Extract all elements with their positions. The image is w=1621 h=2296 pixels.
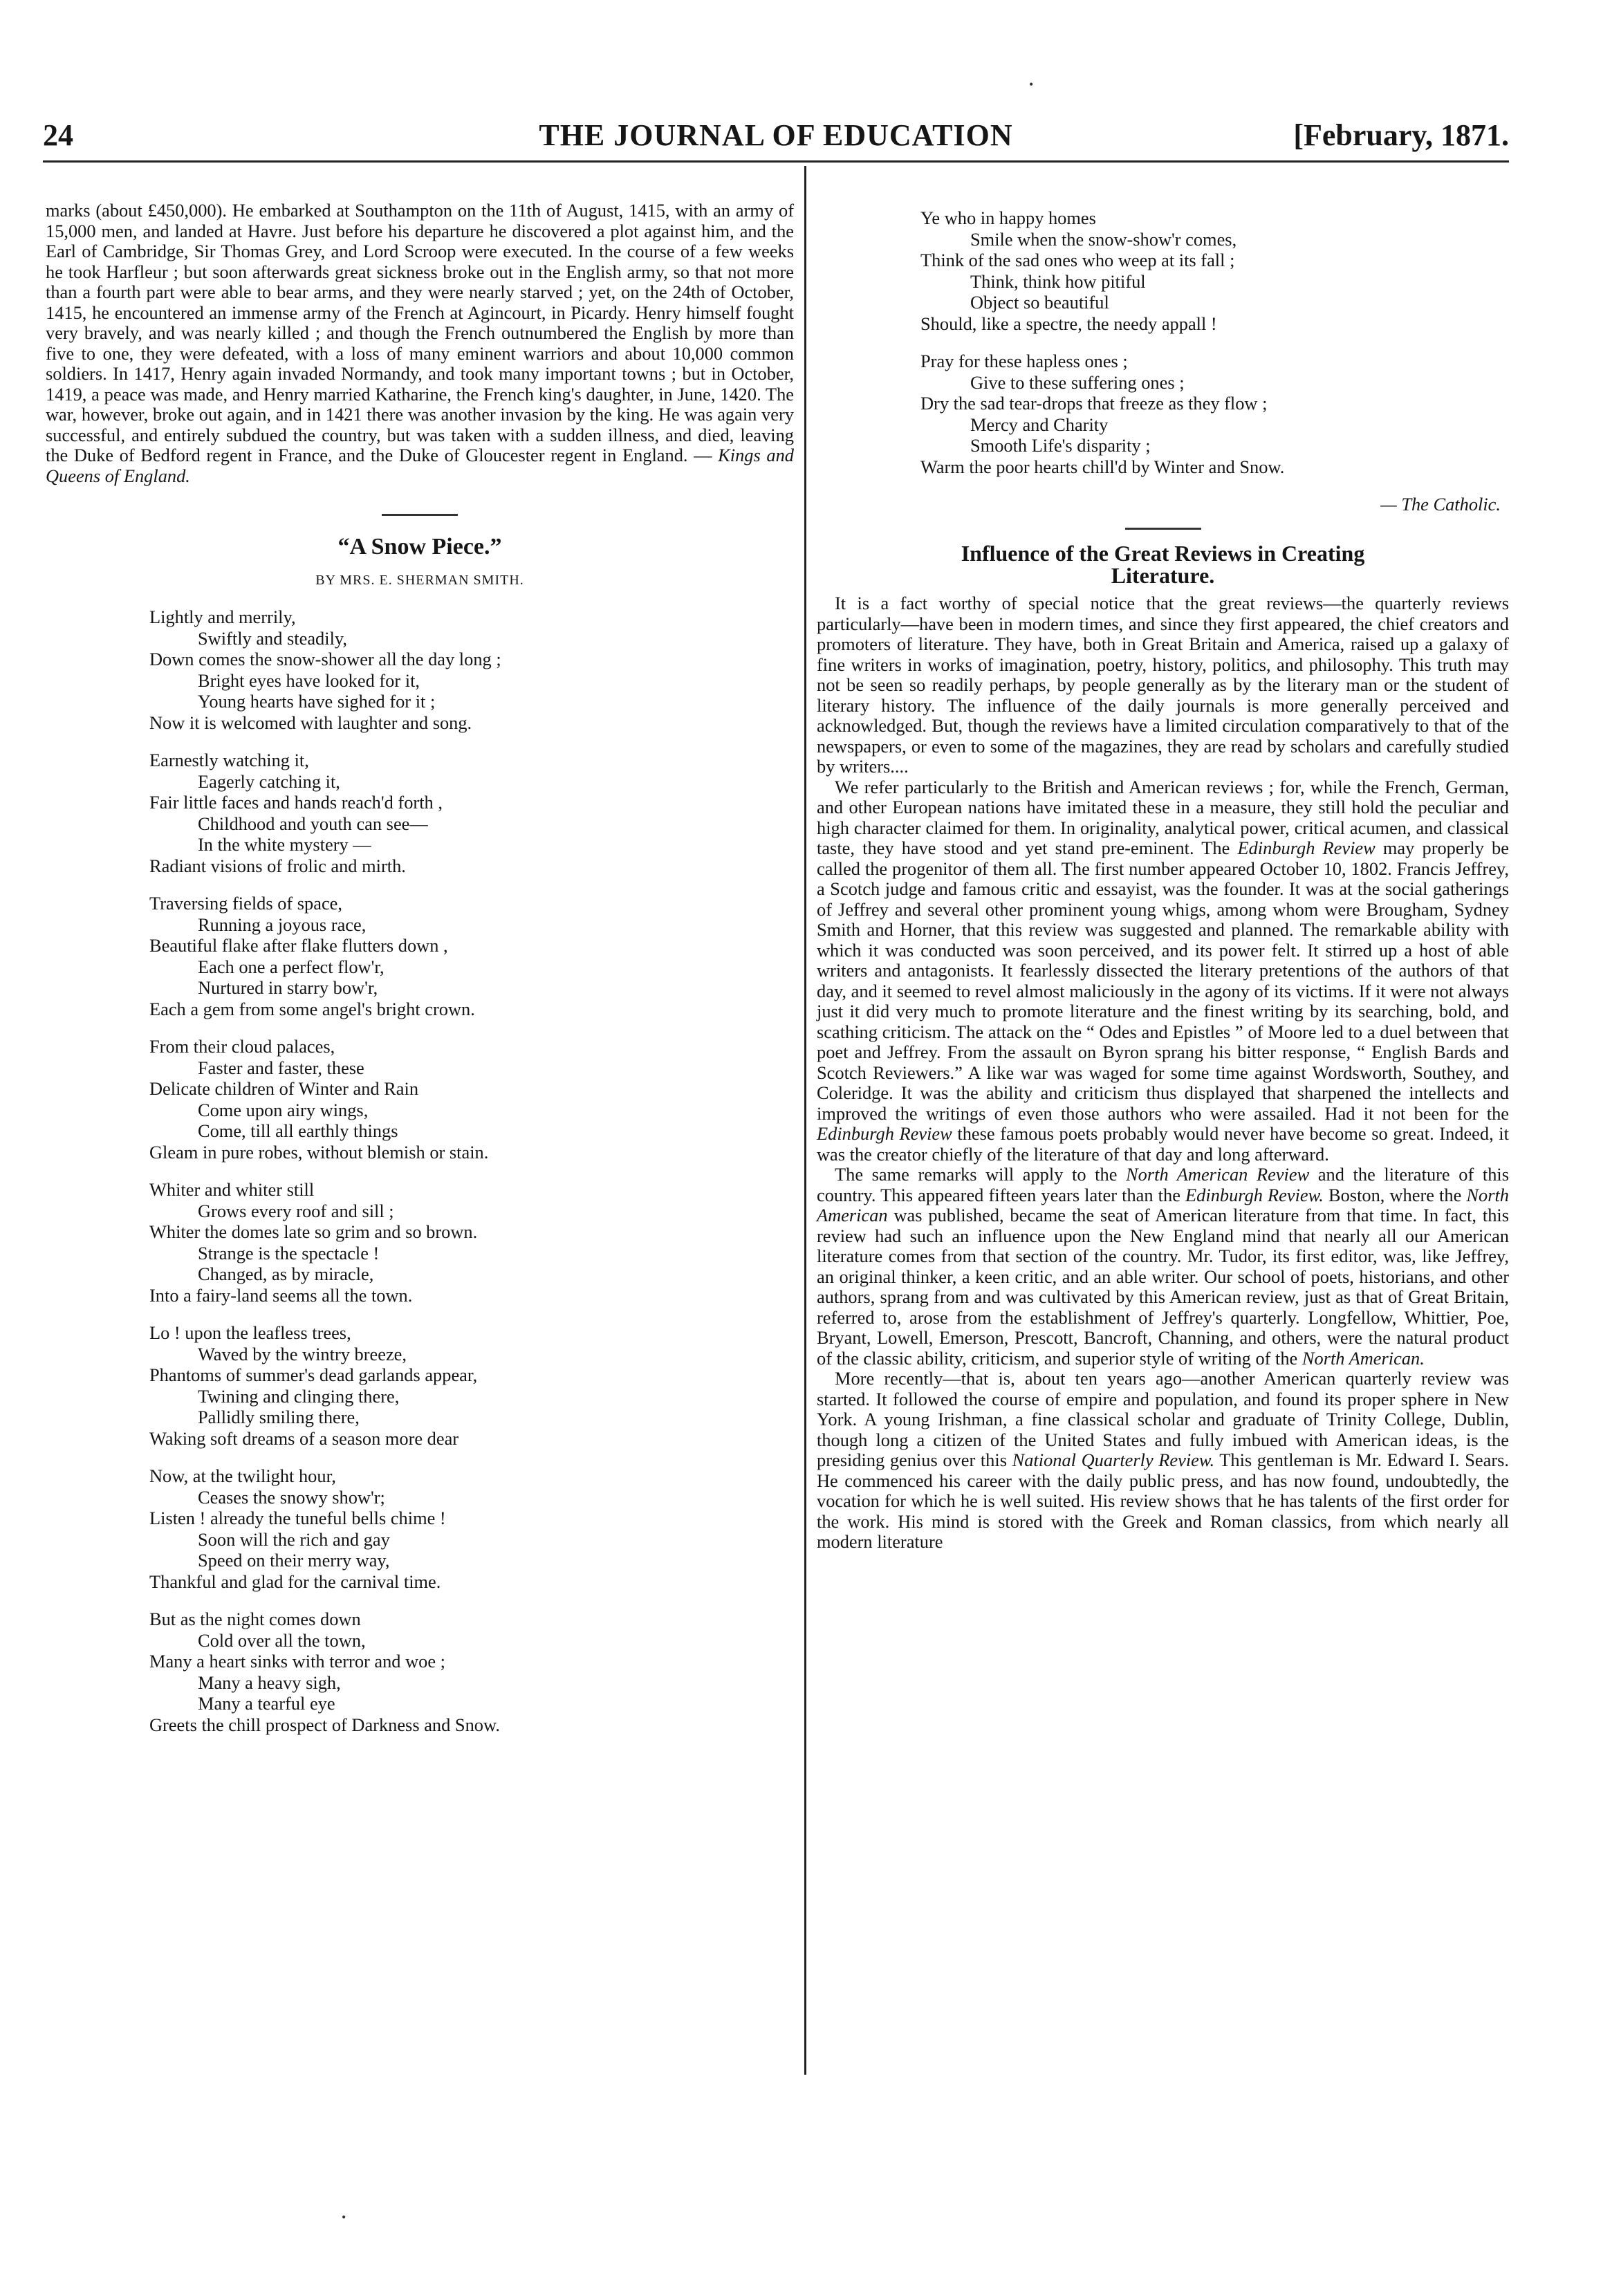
poem-line: Traversing fields of space, xyxy=(149,893,342,914)
poem-line: Lightly and merrily, xyxy=(149,607,296,627)
poem-line: Earnestly watching it, xyxy=(149,750,309,770)
history-source: Kings and Queens of England. xyxy=(46,445,794,486)
poem-line: Pray for these hapless ones ; xyxy=(920,351,1128,371)
journal-title: THE JOURNAL OF EDUCATION xyxy=(539,118,1013,152)
poem-line: Think, think how pitiful xyxy=(970,270,1146,292)
poem-line: Smooth Life's disparity ; xyxy=(970,435,1151,456)
poem-line: Speed on their merry way, xyxy=(198,1550,390,1571)
poem-line: But as the night comes down xyxy=(149,1609,361,1629)
poem-line: Come upon airy wings, xyxy=(198,1099,369,1120)
poem-line: Ceases the snowy show'r; xyxy=(198,1486,385,1508)
poem-stanza xyxy=(46,1609,794,1735)
poem-line: Waking soft dreams of a season more dear xyxy=(149,1427,459,1449)
poem-line: Give to these suffering ones ; xyxy=(970,371,1185,393)
poem-line: Lo ! upon the leafless trees, xyxy=(149,1322,351,1343)
poem-stanza xyxy=(46,1179,794,1306)
poem-line: Twining and clinging there, xyxy=(198,1385,400,1407)
poem-line: Swiftly and steadily, xyxy=(198,627,347,649)
issue-date: [February, 1871. xyxy=(1293,118,1509,152)
ink-speck-top: • xyxy=(1029,77,1034,91)
article-title xyxy=(817,542,1509,586)
poem-line: Should, like a spectre, the needy appall ! xyxy=(920,313,1217,334)
publication-name: Edinburgh Review xyxy=(817,1123,952,1144)
poem-line: Waved by the wintry breeze, xyxy=(198,1343,407,1364)
publication-name: North American. xyxy=(1302,1347,1425,1369)
poem-line: Grows every roof and sill ; xyxy=(198,1200,394,1221)
publication-name: North American xyxy=(817,1184,1510,1225)
poem-line: Object so beautiful xyxy=(970,292,1109,313)
poem-line: Thankful and glad for the carnival time. xyxy=(149,1571,441,1592)
poem-continued-stanzas xyxy=(817,207,1509,477)
publication-name: North American Review xyxy=(1126,1164,1310,1185)
history-article xyxy=(46,201,794,486)
column-divider xyxy=(804,166,806,2075)
poem-line: Fair little faces and hands reach'd forth , xyxy=(149,792,443,813)
article-title-line2: Literature. xyxy=(1111,563,1215,588)
poem-line: Smile when the snow-show'r comes, xyxy=(970,228,1237,250)
poem-stanza xyxy=(46,893,794,1019)
poem-stanza xyxy=(46,607,794,733)
poem-line: Into a fairy-land seems all the town. xyxy=(149,1284,413,1306)
history-paragraph: marks (about £450,000). He embarked at Southampton on the 11th of August, 1415, with an army of 15,000 men, and landed at Havre. Just before his departure he discovered a plot against him, and the Earl of Cambridge, Sir Thomas Grey, and Lord Scroop were executed. In the course of a few weeks he took Harfleur ; but soon afterwards great sickness broke out in the English army, so that not more than a fourth part were able to bear arms, and they were nearly starved ; yet, on the 24th of October, 1415, he encountered an immense army of the French at Agincourt, in Picardy. Henry himself fought very bravely, and was nearly killed ; and though the French outnumbered the English by more than five to one, they were defeated, with a loss of many eminent warriors and about 10,000 common soldiers. In 1417, Henry again invaded Normandy, and took many important towns ; but in October, 1419, a peace was made, and Henry married Katharine, the French king's daughter, in June, 1420. The war, however, broke out again, and in 1421 there was another invasion by the king. He was again very successful, and entirely subdued the country, but was taken with a sudden illness, and died, leaving the Duke of Bedford regent in France, and the Duke of Gloucester regent in England. — Kings and Queens of England. xyxy=(46,200,794,486)
poem-line: Ye who in happy homes xyxy=(920,207,1096,228)
poem-line: Changed, as by miracle, xyxy=(198,1263,374,1284)
page-header xyxy=(43,118,1509,160)
poem-line: Cold over all the town, xyxy=(198,1629,366,1651)
article-paragraph-1: It is a fact worthy of special notice that the great reviews—the quarterly reviews particularly—have been in modern times, and since they first appeared, the chief creators and promoters of literature. They have, both in Great Britain and America, raised up a galaxy of fine writers in works of imagination, poetry, history, politics, and philosophy. This truth may not be seen so readily perhaps, by people generally as by the literary man or the student of literary history. The influence of the daily journals is more generally perceived and acknowledged. But, though the reviews have a limited circulation comparatively to that of the newspapers, or even to some of the magazines, they are read by scholars and carefully studied by writers.... xyxy=(817,593,1509,777)
poem-line: Delicate children of Winter and Rain xyxy=(149,1078,419,1099)
left-column xyxy=(46,201,794,1752)
article-paragraph-4: More recently—that is, about ten years ago—another American quarterly review was started. It followed the course of empire and population, and found its proper sphere in New York. A young Irishman, a fine classical scholar and graduate of Trinity College, Dublin, though long a citizen of the United States and fully imbued with American ideas, is the presiding genius over this National Quarterly Review. This gentleman is Mr. Edward I. Sears. He commenced his career with the daily public press, and has now found, undoubtedly, the vocation for which he is well suited. His review shows that he has talents of the first order for the work. His mind is stored with the Greek and Roman classics, from which nearly all modern literature xyxy=(817,1368,1510,1552)
poem-line: From their cloud palaces, xyxy=(149,1036,335,1057)
poem-line: Running a joyous race, xyxy=(198,914,367,935)
poem-source: — The Catholic. xyxy=(1380,494,1501,515)
poem-line: Strange is the spectacle ! xyxy=(198,1242,380,1263)
poem-stanza xyxy=(46,1036,794,1163)
poem-line: In the white mystery — xyxy=(198,834,371,855)
publication-name: National Quarterly Review. xyxy=(1012,1450,1215,1470)
poem-stanza xyxy=(46,1322,794,1449)
poem-line: Pallidly smiling there, xyxy=(198,1407,360,1427)
poem-stanza xyxy=(817,351,1509,477)
poem-line: Dry the sad tear-drops that freeze as they flow ; xyxy=(920,393,1268,414)
poem-line: Childhood and youth can see— xyxy=(198,813,428,834)
poem-line: Eagerly catching it, xyxy=(198,770,340,792)
poem-title: “A Snow Piece.” xyxy=(337,534,502,559)
header-rule xyxy=(43,160,1509,163)
section-separator xyxy=(382,514,458,516)
poem-line: Each one a perfect flow'r, xyxy=(198,956,385,977)
poem-line: Many a heavy sigh, xyxy=(198,1672,341,1693)
poem-line: Soon will the rich and gay xyxy=(198,1528,390,1550)
poem-stanza xyxy=(46,1465,794,1592)
reviews-article xyxy=(817,593,1509,1553)
poem-line: Now, at the twilight hour, xyxy=(149,1465,336,1486)
poem-line: Nurtured in starry bow'r, xyxy=(198,977,378,998)
poem-line: Bright eyes have looked for it, xyxy=(198,669,420,691)
article-paragraph-3: The same remarks will apply to the North American Review and the literature of this country. This appeared fifteen years later than the Edinburgh Review. Boston, where the North American was published, became the seat of American literature from that time. In fact, this review had such an influence upon the New England mind that nearly all our American literature comes from that section of the country. Mr. Tudor, its first editor, was, like Jeffrey, an original thinker, a keen critic, and an able writer. Our school of poets, historians, and other authors, sprang from and was cultivated by this American review, just as that of Great Britain, referred to, arose from the establishment of Jeffrey's quarterly. Longfellow, Whittier, Poe, Bryant, Lowell, Emerson, Prescott, Bancroft, Channing, and others, were the natural product of the classic ability, criticism, and superior style of writing of the North American. xyxy=(817,1164,1510,1369)
section-separator-right xyxy=(1125,528,1201,530)
poem-line: Mercy and Charity xyxy=(970,414,1109,435)
poem-line: Think of the sad ones who weep at its fall ; xyxy=(920,250,1235,270)
poem-line: Whiter and whiter still xyxy=(149,1179,315,1200)
ink-speck-bottom: • xyxy=(342,2210,346,2224)
poem-line: Many a tearful eye xyxy=(198,1693,335,1714)
article-title-line1: Influence of the Great Reviews in Creating xyxy=(961,541,1365,566)
poem-stanza xyxy=(46,750,794,876)
publication-name: Edinburgh Review. xyxy=(1185,1184,1324,1205)
poem-stanzas xyxy=(46,607,794,1735)
right-column xyxy=(817,207,1509,1553)
poem-line: Young hearts have sighed for it ; xyxy=(198,691,436,712)
poem-line: Gleam in pure robes, without blemish or stain. xyxy=(149,1141,489,1163)
poem-byline: BY MRS. E. SHERMAN SMITH. xyxy=(315,573,524,588)
poem-line: Warm the poor hearts chill'd by Winter and Snow. xyxy=(920,456,1285,477)
poem-line: Down comes the snow-shower all the day long ; xyxy=(149,649,501,669)
poem-line: Now it is welcomed with laughter and song. xyxy=(149,712,472,733)
poem-line: Greets the chill prospect of Darkness and Snow. xyxy=(149,1714,500,1735)
poem-stanza xyxy=(817,207,1509,334)
poem-line: Many a heart sinks with terror and woe ; xyxy=(149,1651,445,1672)
poem-line: Listen ! already the tuneful bells chime ! xyxy=(149,1508,446,1528)
poem-line: Radiant visions of frolic and mirth. xyxy=(149,855,406,876)
poem-line: Come, till all earthly things xyxy=(198,1120,398,1141)
page-number: 24 xyxy=(43,118,73,152)
article-paragraph-2: We refer particularly to the British and American reviews ; for, while the French, German, and other European nations have imitated these in a measure, they still hold the peculiar and high character claimed for them. In originality, analytical power, critical acumen, and classical taste, they have stood and yet stand pre-eminent. The Edinburgh Review may properly be called the progenitor of them all. The first number appeared October 10, 1802. Francis Jeffrey, a Scotch judge and famous critic and essayist, was the founder. It was at the social gatherings of Jeffrey and several other prominent young whigs, among whom were Brougham, Sydney Smith and Horner, that this review was suggested and planned. The remarkable ability with which it was conducted was soon perceived, and its power felt. It stirred up a host of able writers and antagonists. It fearlessly dissected the literary pretentions of the authors of that day, and it seemed to revel almost maliciously in the agony of its victims. If it were not always just it did very much to promote literature and the finest writing by its searching, bold, and scathing criticism. The attack on the “ Odes and Epistles ” of Moore led to a duel between that poet and Jeffrey. From the assault on Byron sprang his bitter response, “ English Bards and Scotch Reviewers.” A like war was waged for some time against Wordsworth, Southey, and Coleridge. It was the ability and criticism thus displayed that sharpened the intellects and improved the writings of even those authors who were assailed. Had it not been for the Edinburgh Review these famous poets probably would never have become so great. Indeed, it was the creator chiefly of the literature of that day and long afterward. xyxy=(817,776,1509,1165)
poem-line: Phantoms of summer's dead garlands appear, xyxy=(149,1364,478,1385)
poem-line: Beautiful flake after flake flutters down , xyxy=(149,935,448,956)
poem-line: Whiter the domes late so grim and so brown. xyxy=(149,1221,478,1242)
publication-name: Edinburgh Review xyxy=(1237,837,1375,858)
poem-line: Faster and faster, these xyxy=(198,1057,364,1078)
poem-line: Each a gem from some angel's bright crown. xyxy=(149,998,475,1019)
